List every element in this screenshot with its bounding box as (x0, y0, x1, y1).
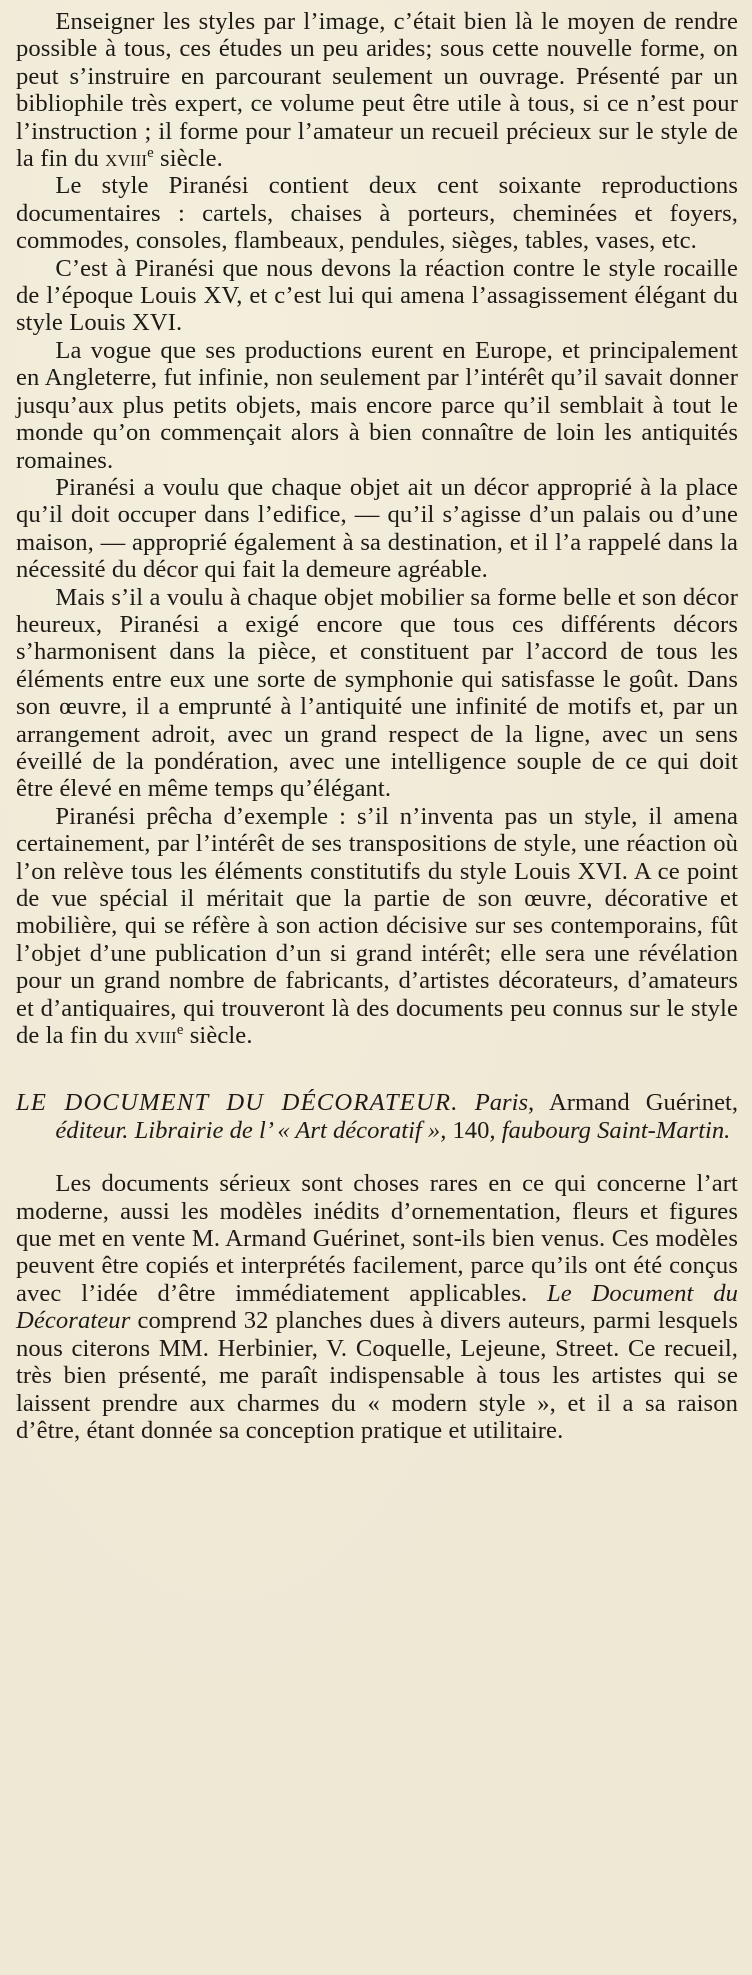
century-superscript-2: e (176, 1021, 184, 1038)
address-street: , faubourg Saint-Martin. (489, 1116, 731, 1144)
book-publisher: Armand Guérinet, (534, 1089, 738, 1117)
century-superscript: e (147, 144, 154, 161)
paragraph-vogue: La vogue que ses productions eurent en Europe, et principalement en Angleterre, fut infinie, non seulement par l’intérêt qu’il savait donner jusqu’aux plus petits objets, mais encore parce qu’il semblait à tout le monde qu’on commençait alors à bien connaître de loin les antiquités romaines. (16, 336, 738, 474)
century-numeral-2: xviii (134, 1022, 177, 1050)
document-decorateur-review (16, 1089, 738, 1444)
publisher-role: éditeur. (55, 1116, 129, 1144)
paragraph-reaction: C’est à Piranési que nous devons la réaction contre le style rocaille de l’époque Louis XV, et c’est lui qui amena l’assagissement élégant du style Louis XVI. (16, 254, 738, 337)
piranesi-review (16, 8, 738, 1049)
paragraph-decor: Piranési a voulu que chaque objet ait un décor approprié à la place qu’il doit occuper dans l’edifice, — qu’il s’agisse d’un palais ou d’une maison, — approprié également à sa destination, et il l’a rappelé dans la nécessité du décor qui fait la demeure agréable. (16, 473, 738, 584)
book-title: LE DOCUMENT DU DÉCORATEUR. (16, 1089, 459, 1117)
review-body: Les documents sérieux sont choses rares en ce qui concerne l’art moderne, aussi les modèles inédits d’ornementation, fleurs et figures que met en vente M. Armand Guérinet, sont-ils bien venus. Ces modèles peuvent être copiés et interprétés facilement, parce qu’ils ont été conçus avec l’idée d’être immédiatement applicables. Le Document du Décorateur comprend 32 planches dues à divers auteurs, parmi lesquels nous citerons MM. Herbinier, V. Coquelle, Lejeune, Street. Ce recueil, très bien présenté, me paraît indispensable à tous les artistes qui se laissent prendre aux charmes du « modern style », et il a sa raison d’être, étant donnée sa conception pratique et utilitaire. (16, 1170, 738, 1444)
review-book-title: Le Document du Décorateur (16, 1279, 738, 1335)
address-number: 140 (452, 1116, 490, 1144)
paragraph-harmony: Mais s’il a voulu à chaque objet mobilier sa forme belle et son décor heureux, Piranési a exigé encore que tous ces différents décors s’harmonisent dans la pièce, et constituent par l’accord de tous les éléments entre eux une sorte de symphonie qui satisfasse le goût. Dans son œuvre, il a emprunté à l’antiquité une infinité de motifs et, par un arrangement adroit, avec un grand respect de la ligne, avec un sens éveillé de la pondération, avec une intelligence souple de ce qui doit être élevé en même temps qu’élégant. (16, 583, 738, 803)
paragraph-contents: Le style Piranési contient deux cent soixante reproductions documentaires : cartels, chaises à porteurs, cheminées et foyers, commodes, consoles, flambeaux, pendules, sièges, tables, vases, etc. (16, 172, 738, 255)
bookshop: Librairie de l’ « Art décoratif », (128, 1116, 453, 1144)
book-place: Paris, (458, 1089, 535, 1117)
paragraph-intro: Enseigner les styles par l’image, c’était bien là le moyen de rendre possible à tous, ces études un peu arides; sous cette nouvelle forme, on peut s’instruire en parcourant seulement un ouvrage. Présenté par un bibliophile très expert, ce volume peut être utile à tous, si ce n’est pour l’instruction ; il forme pour l’amateur un recueil précieux sur le style de la fin du xviii$^e$ siècle. (16, 8, 738, 173)
paragraph-example: Piranési prêcha d’exemple : s’il n’inventa pas un style, il amena certainement, par l’intérêt de ses transpositions de style, une réaction où l’on relève tous les éléments constitutifs du style Louis XVI. A ce point de vue spécial il méritait que la partie de son œuvre, décorative et mobilière, qui se réfère à son action décisive sur ses contemporains, fût l’objet d’une publication d’un si grand intérêt; elle sera une révélation pour un grand nombre de fabricants, d’artistes décorateurs, d’amateurs et d’antiquaires, qui trouveront là des documents peu connus sur le style de la fin du xviii$^e$ siècle. (16, 802, 738, 1050)
century-numeral: xviii (105, 145, 148, 173)
book-heading (16, 1089, 738, 1144)
